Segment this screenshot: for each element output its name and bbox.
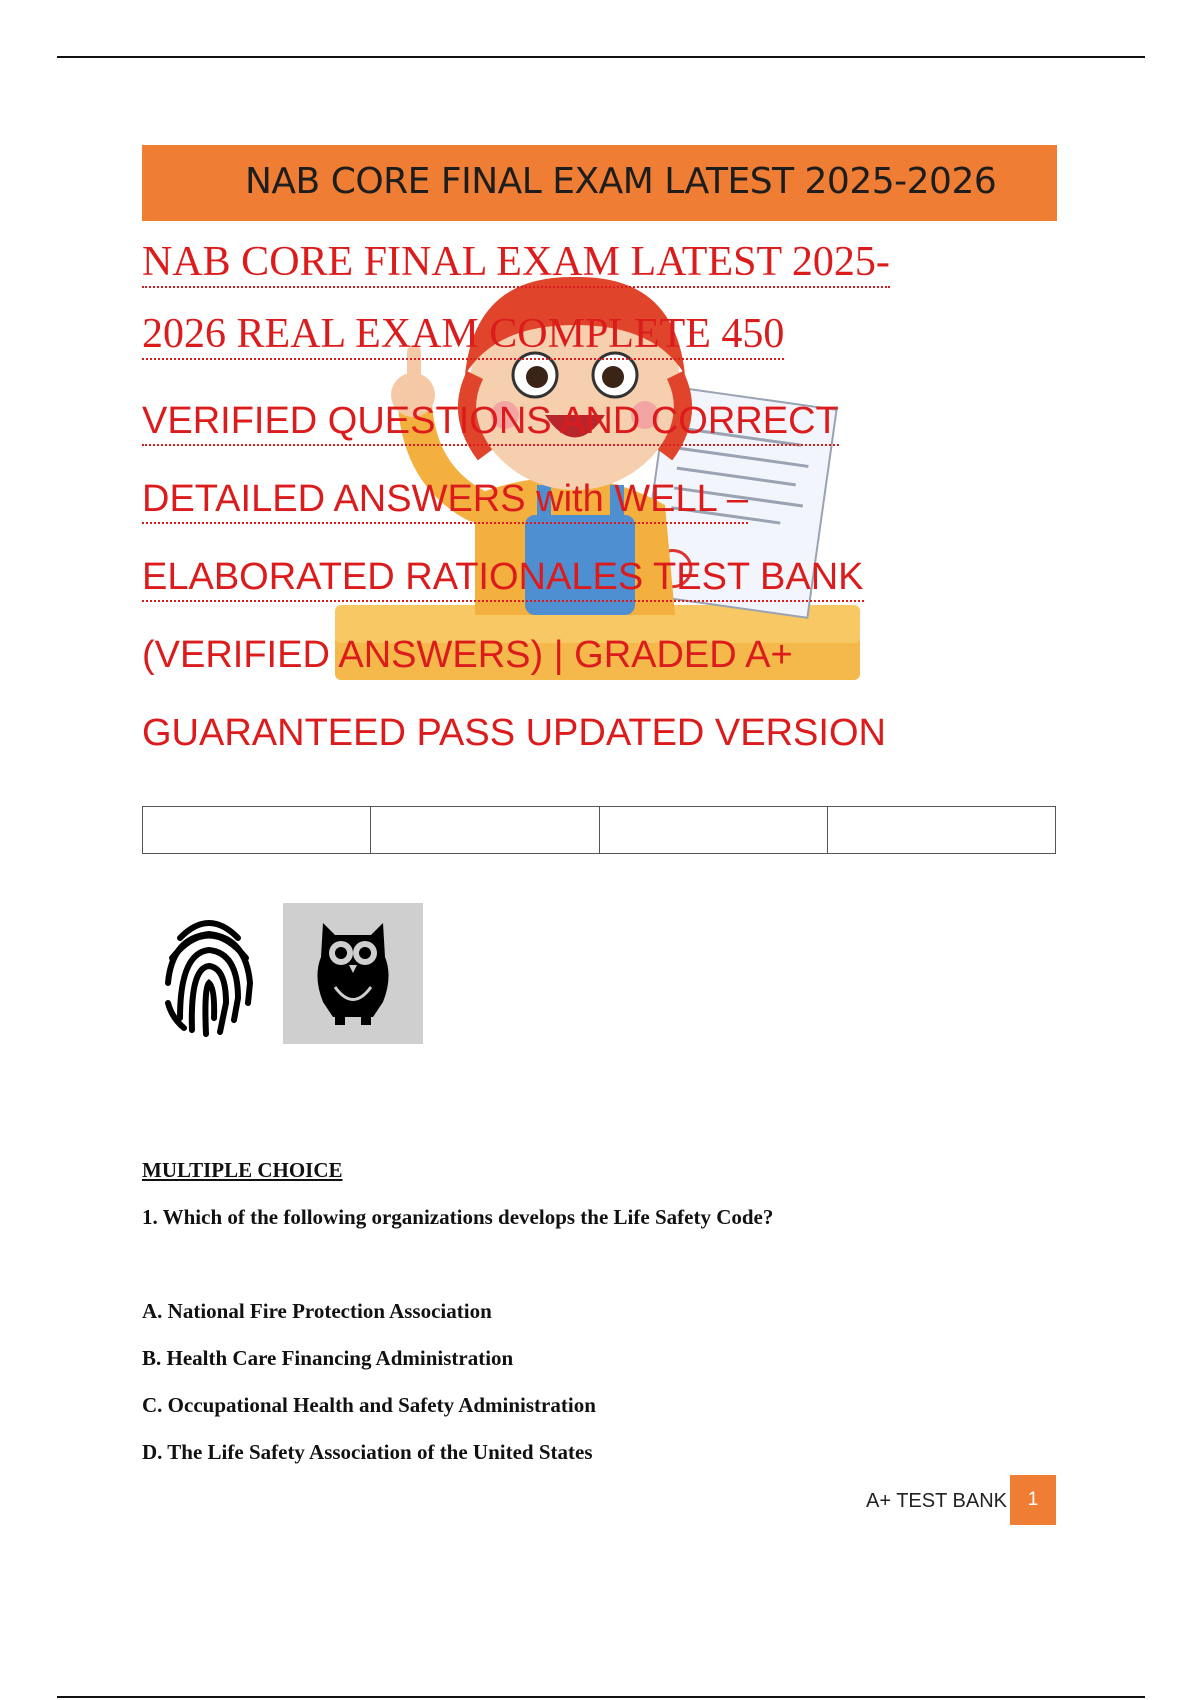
answer-option-b: B. Health Care Financing Administration — [142, 1346, 514, 1370]
fingerprint-icon — [160, 908, 258, 1038]
title-line-7: GUARANTEED PASS UPDATED VERSION — [142, 712, 886, 754]
bottom-rule — [57, 1696, 1145, 1698]
answer-option-d: D. The Life Safety Association of the United States — [142, 1440, 593, 1464]
title-banner — [142, 145, 1057, 221]
answer-option-a: A. National Fire Protection Association — [142, 1299, 492, 1323]
page-number: 1 — [1010, 1475, 1056, 1525]
owl-icon — [313, 917, 393, 1029]
footer-label: A+ TEST BANK — [866, 1490, 1007, 1512]
title-line-1: NAB CORE FINAL EXAM LATEST 2025- — [142, 240, 890, 288]
table-cell — [600, 807, 828, 853]
question-text: 1. Which of the following organizations develops the Life Safety Code? — [142, 1205, 774, 1229]
top-rule — [57, 56, 1145, 58]
answer-option-c: C. Occupational Health and Safety Administration — [142, 1393, 596, 1417]
owl-icon-box — [283, 903, 423, 1044]
empty-table — [142, 806, 1056, 854]
banner-title: NAB CORE FINAL EXAM LATEST 2025-2026 — [245, 161, 997, 202]
table-cell — [828, 807, 1055, 853]
title-line-3: VERIFIED QUESTIONS AND CORRECT — [142, 402, 839, 446]
table-cell — [371, 807, 599, 853]
title-line-6: (VERIFIED ANSWERS) | GRADED A+ — [142, 634, 793, 676]
title-line-2: 2026 REAL EXAM COMPLETE 450 — [142, 312, 784, 360]
table-cell — [143, 807, 371, 853]
title-line-4: DETAILED ANSWERS with WELL – — [142, 480, 748, 524]
title-line-5: ELABORATED RATIONALES TEST BANK — [142, 558, 864, 602]
section-heading: MULTIPLE CHOICE — [142, 1158, 343, 1182]
